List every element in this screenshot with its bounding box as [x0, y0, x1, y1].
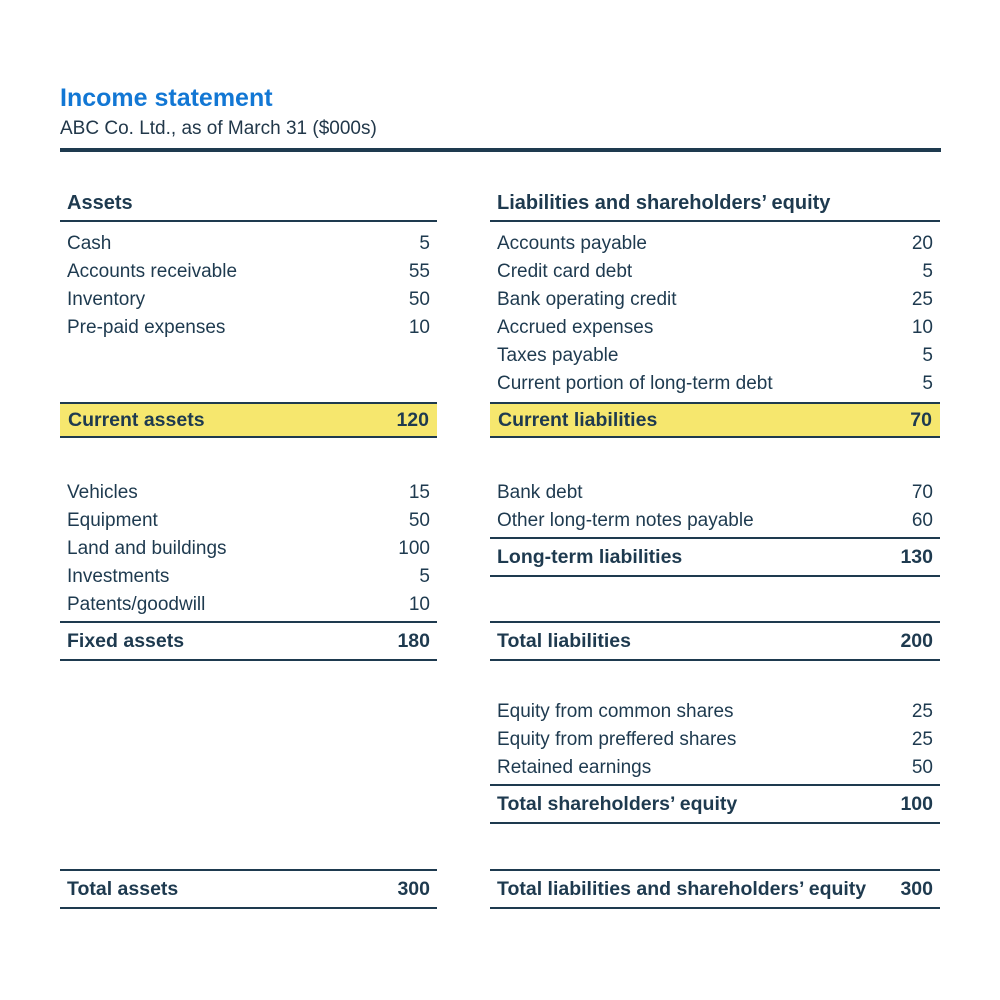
total-value: 70: [910, 408, 932, 431]
row-label: Inventory: [67, 289, 146, 310]
page-subtitle: ABC Co. Ltd., as of March 31 ($000s): [60, 118, 377, 139]
total-label: Current liabilities: [498, 408, 658, 431]
table-row: [490, 698, 940, 726]
current-liabilities-rows: [490, 230, 940, 398]
table-row: [490, 230, 940, 258]
row-label: Other long-term notes payable: [497, 510, 754, 531]
row-value: 100: [398, 538, 430, 559]
total-assets-row: [60, 869, 437, 909]
table-row: [490, 507, 940, 535]
total-equity-row: [490, 784, 940, 824]
row-value: 50: [911, 757, 933, 778]
row-label: Accrued expenses: [497, 317, 654, 338]
table-row: [60, 507, 437, 535]
total-value: 180: [397, 629, 430, 652]
table-row: [490, 479, 940, 507]
current-assets-total-row: [60, 402, 437, 438]
row-value: 20: [911, 233, 933, 254]
row-label: Investments: [67, 566, 170, 587]
liabilities-heading: Liabilities and shareholders’ equity: [490, 192, 940, 222]
row-value: 15: [408, 482, 430, 503]
total-label: Long-term liabilities: [497, 545, 683, 568]
row-label: Equity from preffered shares: [497, 729, 737, 750]
total-label: Total liabilities and shareholders’ equity: [497, 877, 867, 900]
total-label: Total shareholders’ equity: [497, 792, 738, 815]
row-value: 5: [419, 566, 430, 587]
total-liabilities-equity-row: [490, 869, 940, 909]
table-row: [60, 258, 437, 286]
fixed-assets-total-row: [60, 621, 437, 661]
row-value: 5: [419, 233, 430, 254]
row-value: 70: [911, 482, 933, 503]
row-value: 10: [408, 317, 430, 338]
row-label: Taxes payable: [497, 345, 619, 366]
assets-column: [60, 192, 437, 922]
row-label: Pre-paid expenses: [67, 317, 226, 338]
current-assets-rows: [60, 230, 437, 342]
table-row: [60, 314, 437, 342]
total-label: Total liabilities: [497, 629, 631, 652]
row-label: Patents/goodwill: [67, 594, 206, 615]
equity-rows: [490, 698, 940, 782]
row-label: Bank operating credit: [497, 289, 677, 310]
table-row: [60, 479, 437, 507]
total-value: 300: [900, 877, 933, 900]
table-row: [490, 258, 940, 286]
longterm-liabilities-total-row: [490, 537, 940, 577]
row-value: 5: [922, 345, 933, 366]
row-label: Equity from common shares: [497, 701, 734, 722]
table-row: [490, 286, 940, 314]
assets-heading: Assets: [60, 192, 437, 222]
row-label: Accounts receivable: [67, 261, 238, 282]
row-label: Cash: [67, 233, 112, 254]
row-label: Equipment: [67, 510, 158, 531]
total-liabilities-row: [490, 621, 940, 661]
longterm-liabilities-rows: [490, 479, 940, 535]
total-value: 120: [396, 408, 429, 431]
table-row: [60, 563, 437, 591]
total-value: 300: [397, 877, 430, 900]
row-value: 5: [922, 373, 933, 394]
row-value: 10: [911, 317, 933, 338]
row-value: 60: [911, 510, 933, 531]
table-row: [490, 342, 940, 370]
total-label: Fixed assets: [67, 629, 185, 652]
total-value: 100: [900, 792, 933, 815]
table-row: [490, 754, 940, 782]
liabilities-column: [490, 192, 940, 922]
row-label: Accounts payable: [497, 233, 647, 254]
row-value: 25: [911, 701, 933, 722]
table-row: [60, 230, 437, 258]
row-label: Vehicles: [67, 482, 138, 503]
table-row: [60, 535, 437, 563]
current-liabilities-total-row: [490, 402, 940, 438]
table-row: [60, 286, 437, 314]
table-row: [490, 370, 940, 398]
row-value: 50: [408, 510, 430, 531]
table-row: [490, 314, 940, 342]
row-label: Bank debt: [497, 482, 583, 503]
row-label: Land and buildings: [67, 538, 227, 559]
row-label: Credit card debt: [497, 261, 633, 282]
row-value: 10: [408, 594, 430, 615]
row-value: 25: [911, 729, 933, 750]
fixed-assets-rows: [60, 479, 437, 619]
page-title: Income statement: [60, 84, 273, 112]
table-row: [60, 591, 437, 619]
table-row: [490, 726, 940, 754]
row-label: Retained earnings: [497, 757, 652, 778]
title-divider: [60, 148, 941, 152]
total-value: 200: [900, 629, 933, 652]
row-value: 5: [922, 261, 933, 282]
row-label: Current portion of long-term debt: [497, 373, 773, 394]
row-value: 50: [408, 289, 430, 310]
row-value: 25: [911, 289, 933, 310]
total-value: 130: [900, 545, 933, 568]
total-label: Current assets: [68, 408, 205, 431]
row-value: 55: [408, 261, 430, 282]
total-label: Total assets: [67, 877, 179, 900]
